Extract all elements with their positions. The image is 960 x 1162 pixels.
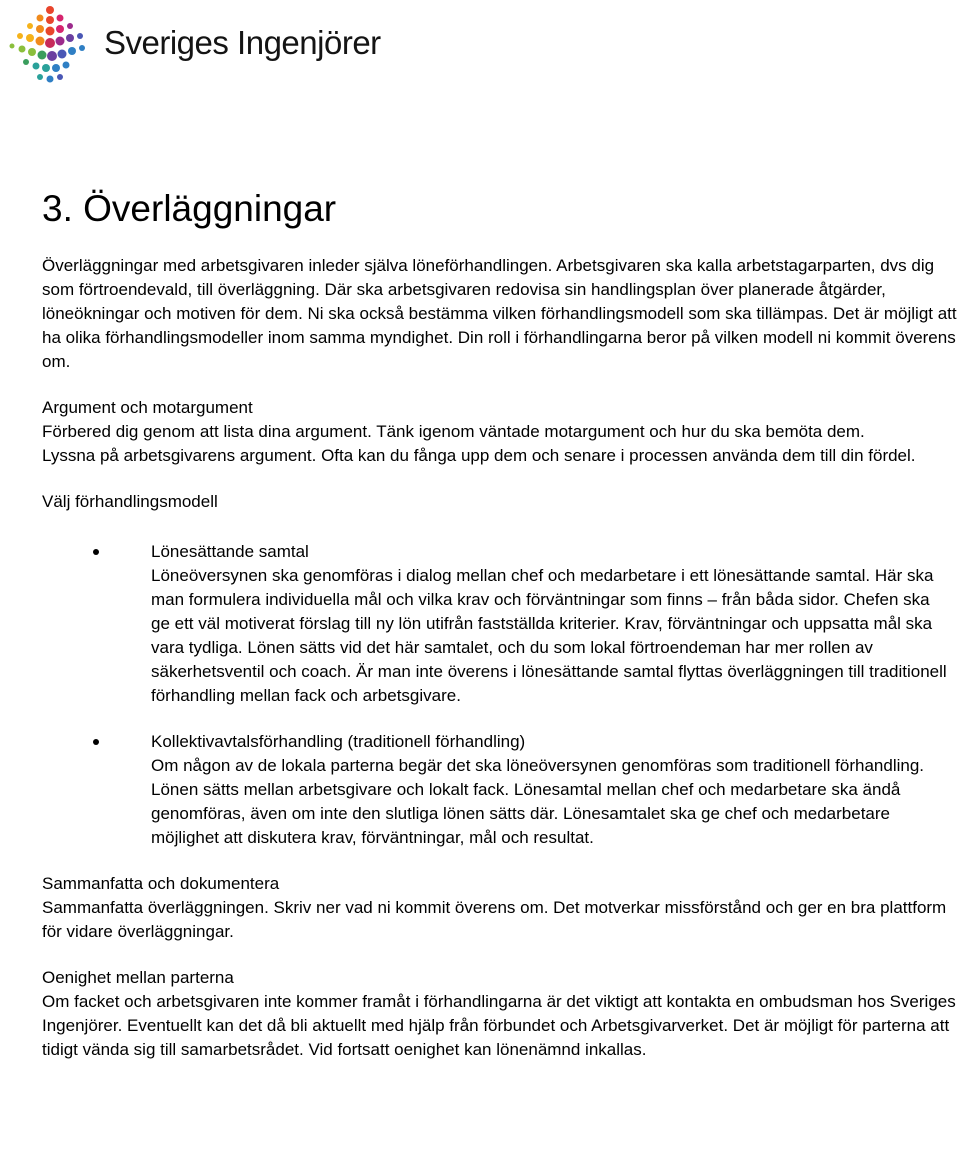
logo-wordmark: Sveriges Ingenjörer: [104, 24, 381, 61]
disagreement-heading: Oenighet mellan parterna: [42, 968, 234, 987]
bullet-icon: [93, 549, 99, 555]
document-body: [42, 186, 960, 1062]
list-item: [42, 540, 960, 708]
intro-paragraph: Överläggningar med arbetsgivaren inleder själva löneförhandlingen. Arbetsgivaren ska kalla arbetstagarparten, dvs dig som förtroendevald, till överläggning. Där ska arbetsgivaren redovisa sin handlingsplan över planerade åtgärder, löneökningar och motiven för dem. Ni ska också bestämma vilken förhandlingsmodell som ska tillämpas. Det är möjligt att ha olika förhandlingsmodeller inom samma myndighet. Din roll i förhandlingarna beror på vilken modell ni kommit överens om.: [42, 256, 957, 371]
logo-dots-icon: [6, 4, 96, 84]
disagreement-paragraph: Om facket och arbetsgivaren inte kommer framåt i förhandlingarna är det viktigt att kontakta en ombudsman hos Sveriges Ingenjörer. Eventuellt kan det då bli aktuellt med hjälp från förbundet och Arbetsgivarverket. Det är möjligt för parterna att tidigt vända sig till samarbetsrådet. Vid fortsatt oenighet kan lönenämnd inkallas.: [42, 992, 956, 1059]
models-heading: Välj förhandlingsmodell: [42, 492, 218, 511]
argument-heading: Argument och motargument: [42, 398, 253, 417]
argument-paragraph-listen: Lyssna på arbetsgivarens argument. Ofta kan du fånga upp dem och senare i processen använda dem till din fördel.: [42, 446, 916, 465]
model-description: Om någon av de lokala parterna begär det ska löneöversynen genomföras som traditionell förhandling. Lönen sätts mellan arbetsgivare och lokalt fack. Lönesamtal mellan chef och medarbetare ska ändå genomföras, även om inte den slutliga lönen sätts där. Lönesamtalet ska ge chef och medarbetare möjlighet att diskutera krav, förväntningar, mål och resultat.: [151, 756, 925, 847]
organization-logo: [6, 4, 426, 84]
model-description: Löneöversynen ska genomföras i dialog mellan chef och medarbetare i ett lönesättande samtal. Här ska man formulera individuella mål och vilka krav och förväntningar som finns – från båda sidor. Chefen ska ge ett väl motiverat förslag till ny lön utifrån fastställda kriterier. Krav, förväntningar och uppsatta mål ska vara tydliga. Lönen sätts vid det här samtalet, och du som lokal förtroendeman har mer rollen av säkerhetsventil och coach. Är man inte överens i lönesättande samtal flyttas överläggningen till traditionell förhandling mellan fack och arbetsgivare.: [151, 566, 947, 705]
summary-paragraph: Sammanfatta överläggningen. Skriv ner vad ni kommit överens om. Det motverkar missförstånd och ger en bra plattform för vidare överläggningar.: [42, 898, 947, 941]
model-title: Kollektivavtalsförhandling (traditionell förhandling): [151, 732, 526, 751]
bullet-icon: [93, 739, 99, 745]
list-item: [42, 730, 960, 850]
argument-paragraph-prepare: Förbered dig genom att lista dina argument. Tänk igenom väntade motargument och hur du ska bemöta dem.: [42, 422, 865, 441]
page-title: 3. Överläggningar: [42, 188, 337, 229]
summary-heading: Sammanfatta och dokumentera: [42, 874, 280, 893]
models-list: [42, 540, 960, 850]
model-title: Lönesättande samtal: [151, 542, 309, 561]
